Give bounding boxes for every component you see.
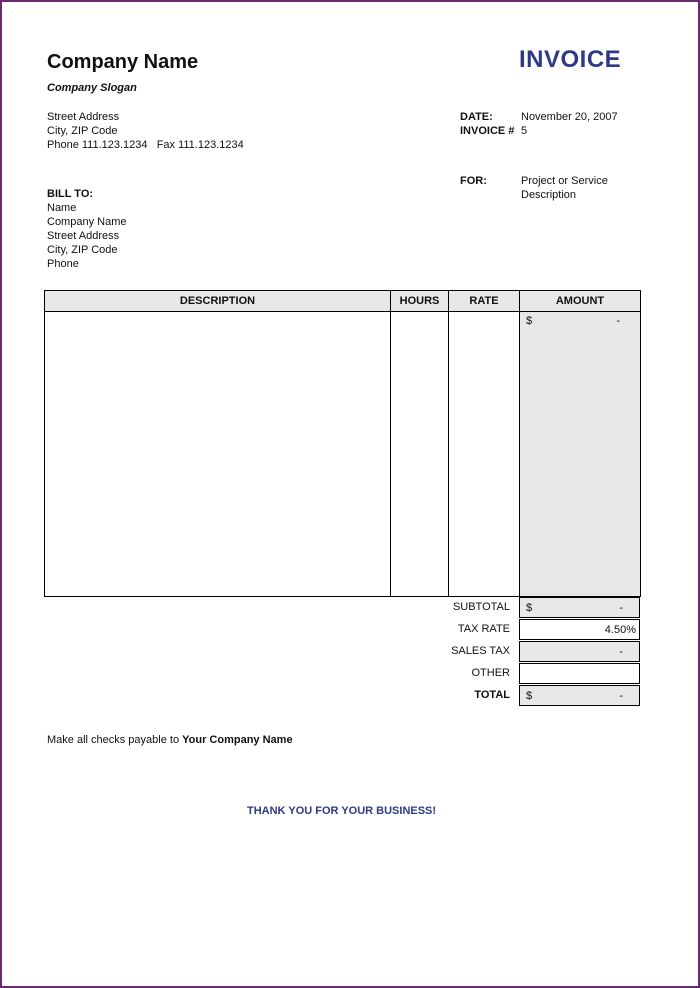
company-city-zip: City, ZIP Code — [47, 125, 118, 137]
header-rate: RATE — [449, 291, 520, 312]
description-cell[interactable] — [45, 312, 391, 597]
amount-currency: $ — [526, 315, 533, 327]
for-label: FOR: — [460, 175, 487, 187]
total-label: TOTAL — [474, 689, 510, 701]
header-description: DESCRIPTION — [45, 291, 391, 312]
table-row — [45, 312, 641, 597]
subtotal-currency: $ — [526, 601, 533, 614]
for-line-1: Project or Service — [521, 175, 608, 187]
subtotal-field[interactable] — [519, 597, 640, 618]
sales-tax-field[interactable] — [519, 641, 640, 662]
bill-to-company: Company Name — [47, 216, 127, 228]
subtotal-value: - — [619, 601, 623, 614]
tax-rate-label: TAX RATE — [457, 623, 510, 635]
table-header-row — [45, 291, 641, 312]
total-field[interactable] — [519, 685, 640, 706]
bill-to-label: BILL TO: — [47, 188, 94, 200]
header-hours: HOURS — [391, 291, 449, 312]
tax-rate-value: 4.50% — [604, 623, 636, 636]
invoice-number-value: 5 — [521, 125, 528, 137]
bill-to-street: Street Address — [47, 230, 120, 242]
header-amount: AMOUNT — [520, 291, 641, 312]
payable-note — [47, 734, 293, 746]
company-name: Company Name — [47, 51, 199, 73]
sales-tax-label: SALES TAX — [451, 645, 510, 657]
payable-company: Your Company Name — [182, 734, 293, 746]
thank-you-message: THANK YOU FOR YOUR BUSINESS! — [247, 805, 437, 817]
company-street: Street Address — [47, 111, 120, 123]
for-line-2: Description — [521, 189, 577, 201]
bill-to-city-zip: City, ZIP Code — [47, 244, 118, 256]
date-value: November 20, 2007 — [521, 111, 618, 123]
bill-to-name: Name — [47, 202, 77, 214]
bill-to-phone: Phone — [47, 258, 79, 270]
tax-rate-field[interactable] — [519, 619, 640, 640]
amount-value: - — [616, 315, 620, 327]
subtotal-label: SUBTOTAL — [452, 601, 510, 613]
company-phone-fax: Phone 111.123.1234 Fax 111.123.1234 — [47, 139, 244, 151]
amount-cell[interactable] — [520, 312, 641, 597]
hours-cell[interactable] — [391, 312, 449, 597]
payable-prefix: Make all checks payable to — [47, 734, 183, 746]
sales-tax-value: - — [619, 645, 623, 658]
total-currency: $ — [526, 689, 533, 702]
company-slogan: Company Slogan — [47, 82, 137, 94]
other-label: OTHER — [471, 667, 510, 679]
invoice-title: INVOICE — [519, 46, 622, 73]
total-value: - — [619, 689, 623, 702]
date-label: DATE: — [460, 111, 493, 123]
invoice-number-label: INVOICE # — [460, 125, 515, 137]
rate-cell[interactable] — [449, 312, 520, 597]
line-items-table — [44, 290, 641, 597]
other-field[interactable] — [519, 663, 640, 684]
